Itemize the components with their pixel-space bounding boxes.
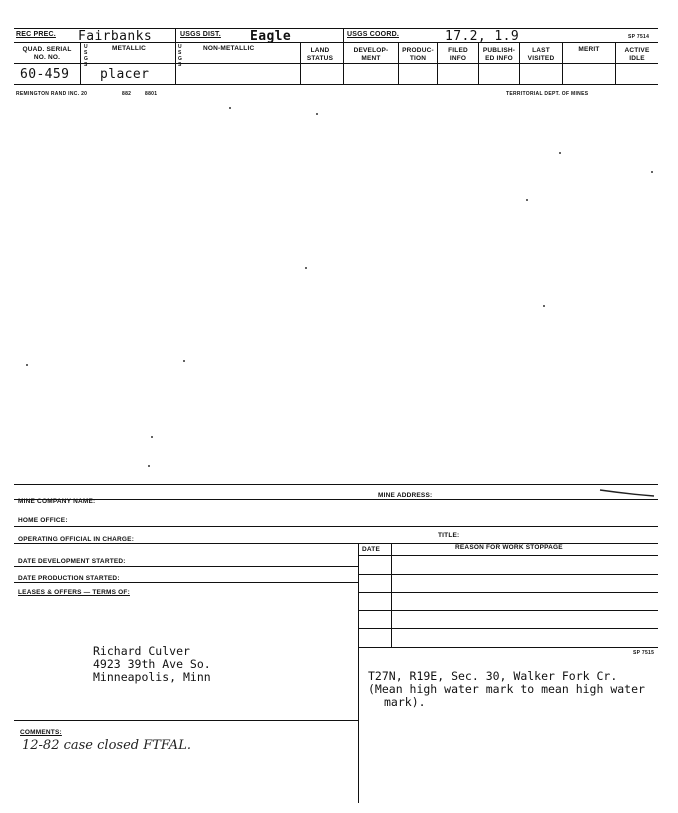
mine-company-name-label: MINE COMPANY NAME: (18, 498, 96, 505)
owner-city: Minneapolis, Minn (93, 670, 211, 684)
form-code: SP 7514 (628, 34, 650, 40)
col-filed-info: FILED INFO (448, 47, 468, 62)
col-usgs-2: U S G S (178, 44, 183, 68)
pen-stroke (598, 486, 656, 498)
col-metallic: METALLIC (112, 45, 146, 52)
title-label: TITLE: (438, 532, 460, 539)
mine-company-rule (14, 499, 658, 500)
divider (478, 42, 479, 84)
scan-speck (651, 171, 653, 173)
comments-label: COMMENTS: (20, 729, 62, 736)
stoppage-row (358, 610, 658, 611)
scan-speck (526, 199, 528, 201)
stoppage-header-rule (358, 555, 658, 556)
lower-top-rule (14, 484, 658, 485)
usgs-dist-label: USGS DIST. (180, 31, 221, 38)
divider (300, 42, 301, 84)
scan-speck (559, 152, 561, 154)
divider (615, 42, 616, 84)
scan-speck (26, 364, 28, 366)
date-development-rule (14, 566, 358, 567)
col-quad-serial: QUAD. SERIAL NO. NO. (22, 46, 72, 61)
leases-label: LEASES & OFFERS — TERMS OF: (18, 589, 130, 596)
center-divider (358, 543, 359, 803)
home-office-label: HOME OFFICE: (18, 517, 68, 524)
operating-official-label: OPERATING OFFICIAL IN CHARGE: (18, 536, 135, 543)
usgs-dist-value: Eagle (250, 29, 292, 44)
record-bottom-rule (14, 84, 658, 85)
stoppage-row (358, 647, 658, 648)
scan-speck (316, 113, 318, 115)
home-office-rule (14, 526, 658, 527)
divider (175, 28, 176, 84)
col-non-metallic: NON-METALLIC (203, 45, 255, 52)
stoppage-row (358, 628, 658, 629)
divider (398, 42, 399, 84)
stoppage-row (358, 574, 658, 575)
record-quad-serial: 60-459 (20, 67, 70, 82)
location-line-3: mark). (384, 695, 426, 709)
col-last-visited: LAST VISITED (527, 47, 555, 62)
col-production: PRODUC-TION (402, 47, 434, 62)
mine-address-label: MINE ADDRESS: (378, 492, 433, 499)
usgs-coord-label: USGS COORD. (347, 31, 399, 38)
date-column-divider (391, 543, 392, 647)
scan-speck (543, 305, 545, 307)
record-metallic: placer (100, 67, 150, 82)
col-usgs-1: U S G S (84, 44, 89, 68)
comments-rule (14, 720, 358, 721)
scan-speck (183, 360, 185, 362)
rec-prec-label: REC PREC. (16, 31, 56, 38)
col-merit: MERIT (578, 46, 600, 53)
stoppage-row (358, 592, 658, 593)
divider (519, 42, 520, 84)
divider (437, 42, 438, 84)
date-production-label: DATE PRODUCTION STARTED: (18, 575, 120, 582)
scan-speck (148, 465, 150, 467)
stoppage-date-label: DATE (362, 546, 381, 553)
owner-street: 4923 39th Ave So. (93, 657, 211, 671)
rec-prec-value: Fairbanks (78, 29, 153, 44)
footer-strip-mid1: 882 (122, 91, 132, 97)
col-land-status: LAND STATUS (306, 47, 334, 62)
divider (562, 42, 563, 84)
scan-speck (151, 436, 153, 438)
stoppage-reason-label: REASON FOR WORK STOPPAGE (455, 544, 563, 551)
col-development: DEVELOP-MENT (353, 47, 389, 62)
scan-speck (305, 267, 307, 269)
footer-strip-left: REMINGTON RAND INC. 20 (16, 91, 88, 97)
location-line-2: (Mean high water mark to mean high water (368, 682, 645, 696)
divider (343, 28, 344, 84)
scan-speck (229, 107, 231, 109)
date-development-label: DATE DEVELOPMENT STARTED: (18, 558, 126, 565)
divider (80, 42, 81, 84)
col-published-info: PUBLISH-ED INFO (482, 47, 516, 62)
location-line-1: T27N, R19E, Sec. 30, Walker Fork Cr. (368, 669, 618, 683)
col-active-idle: ACTIVE IDLE (624, 47, 650, 62)
footer-strip-right: TERRITORIAL DEPT. OF MINES (506, 91, 589, 97)
lower-form-code: SP 7515 (633, 650, 655, 656)
owner-name: Richard Culver (93, 644, 190, 658)
comments-handwritten: 12-82 case closed FTFAL. (22, 738, 191, 753)
usgs-coord-value: 17.2, 1.9 (445, 29, 520, 44)
footer-strip-mid2: 8801 (145, 91, 158, 97)
